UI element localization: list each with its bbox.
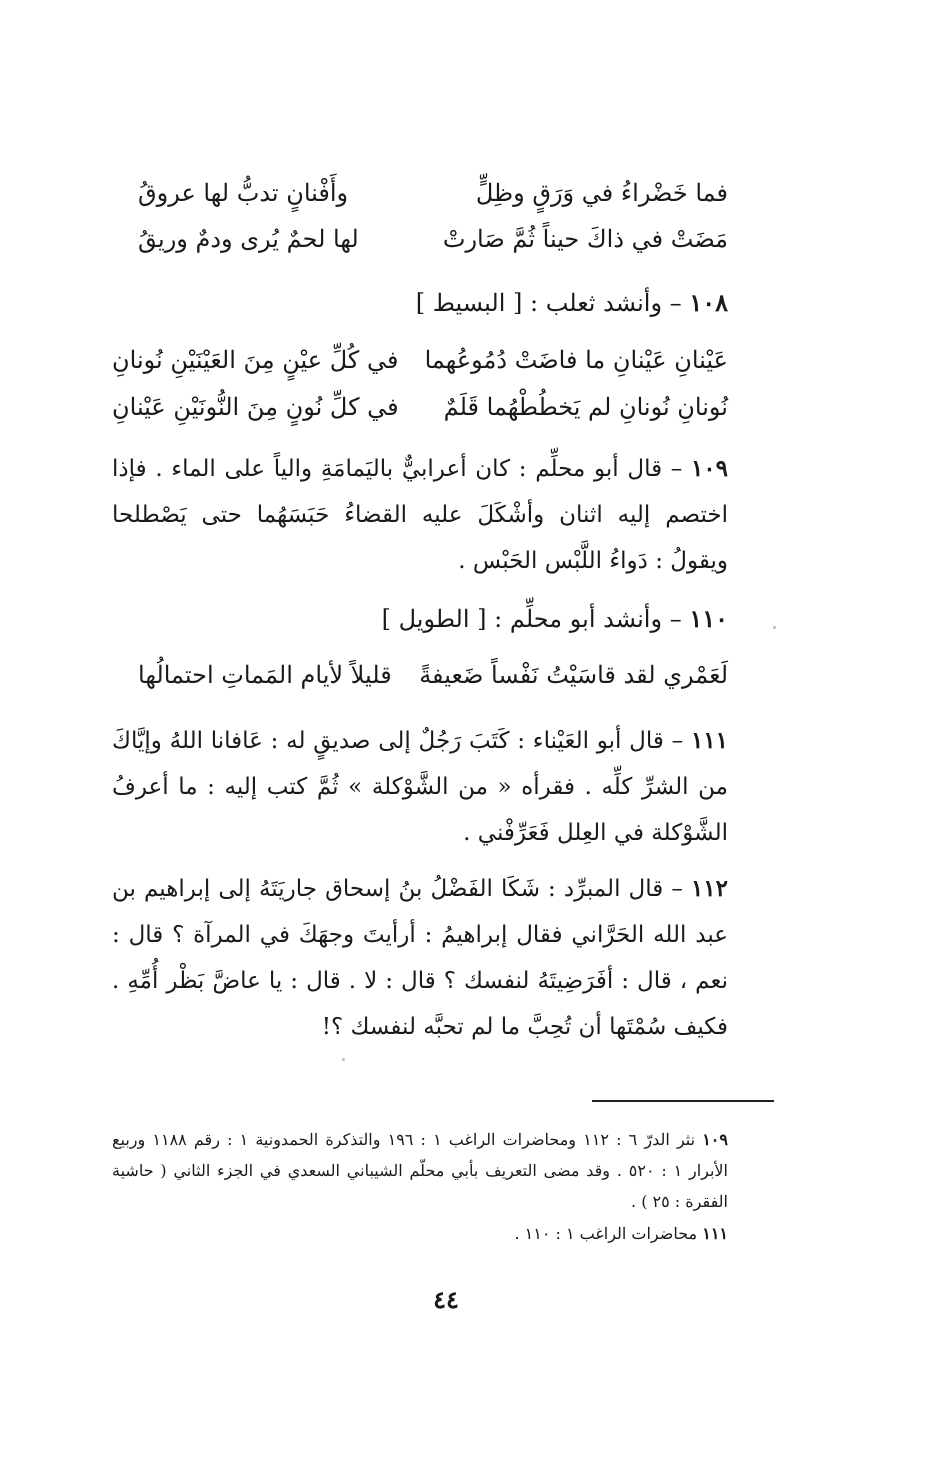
verse-hemistich: لَعَمْري لقد قاسَيْتُ نَفْساً ضَعيفةً [419,661,728,689]
verse-line [138,660,728,690]
entry-number: ١١١ [690,727,728,754]
verse-line [112,345,728,375]
verse-hemistich: عَيْنانِ عَيْنانِ ما فاضَتْ دُمُوعُهما [424,346,728,374]
verse-hemistich: وأَفْنانٍ تدبُّ لها عروقُ [138,179,349,207]
verse-hemistich: في كلِّ نُونٍ مِنَ النُّونَيْنِ عَيْنانِ [112,393,399,421]
verse-line [138,224,728,254]
entry-number: ١٠٩ [690,455,729,482]
entry-text: – وأنشد أبو محلِّم : [ الطويل ] [381,605,682,633]
entry-number: ١٠٨ [689,288,728,317]
entry-112 [112,866,728,1050]
entry-heading-108 [416,288,728,318]
entry-109 [112,446,728,584]
footnote-text: محاضرات الراغب ١ : ١١٠ . [514,1224,698,1243]
footnote-number: ١١١ [702,1224,728,1243]
entry-text: – وأنشد ثعلب : [ البسيط ] [415,289,682,317]
verse-hemistich: في كُلِّ عيْنٍ مِنَ العَيْنَيْنِ نُونانِ [112,346,399,374]
verse-line [112,392,728,422]
entry-number: ١١٢ [690,875,728,902]
scan-speck [773,626,776,629]
scan-speck [342,1058,345,1061]
footnote-number: ١٠٩ [702,1130,728,1149]
entry-number: ١١٠ [689,604,728,633]
footnote-text: نثر الدرّ ٦ : ١١٢ ومحاضرات الراغب ١ : ١٩٦ والتذكرة الحمدونية ١ : رقم ١١٨٨ وربيع الأبرار ١ : ٥٢٠ . وقد مضى التعريف بأبي محلّم الشيباني السعدي في الجزء الثاني ( حاشية الفقرة : ٢٥ ) . [112,1130,728,1211]
entry-heading-110 [382,604,728,634]
footnote-111 [112,1218,728,1249]
verse-hemistich: فما خَضْراءُ في وَرَقٍ وظِلٍّ [475,179,728,207]
entry-111 [112,718,728,856]
footnote-109 [112,1124,728,1217]
entry-text: – قال أبو العَيْناء : كَتَبَ رَجُلٌ إلى صديقٍ له : عَافانا اللهُ وإيَّاكَ من الشرِّ كلِّه . فقرأه « من الشَّوْكلة » ثُمَّ كتب إليه : ما أعرفُ الشَّوْكلة في العِلل فَعَرِّفْني . [112,728,728,846]
verse-line [138,178,728,208]
verse-hemistich: لها لحمٌ يُرى ودمٌ وريقُ [138,225,359,253]
verse-hemistich: نُونانِ نُونانِ لم يَخطُطْهُما قَلَمٌ [443,393,728,421]
entry-text: – قال أبو محلِّم : كان أعرابيٌّ باليَمامَةِ والياً على الماء . فإذا اختصم إليه اثنان وأشْكَلَ عليه القضاءُ حَبَسَهُما حتى يَصْطلحا ويقولُ : دَواءُ اللَّبْس الحَبْس . [112,456,728,574]
footnote-divider [592,1100,774,1102]
page-number: ٤٤ [433,1285,459,1314]
verse-hemistich: مَضَتْ في ذاكَ حيناً ثُمَّ صَارتْ [442,225,728,253]
entry-text: – قال المبرِّد : شَكَا الفَضْلُ بنُ إسحاق جاريَتَهُ إلى إبراهيم بن عبد الله الحَرَّاني فقال إبراهيمُ : أرأيتَ وجهَكَ في المرآة ؟ قال : نعم ، قال : أفَرَضِيتَهُ لنفسك ؟ قال : لا . قال : يا عاضَّ بَظْر أُمِّهِ . فكيف سُمْتَها أن تُحِبَّ ما لم تحبَّه لنفسك ؟! [112,876,728,1040]
verse-hemistich: قليلاً لأيام المَماتِ احتمالُها [138,661,392,689]
